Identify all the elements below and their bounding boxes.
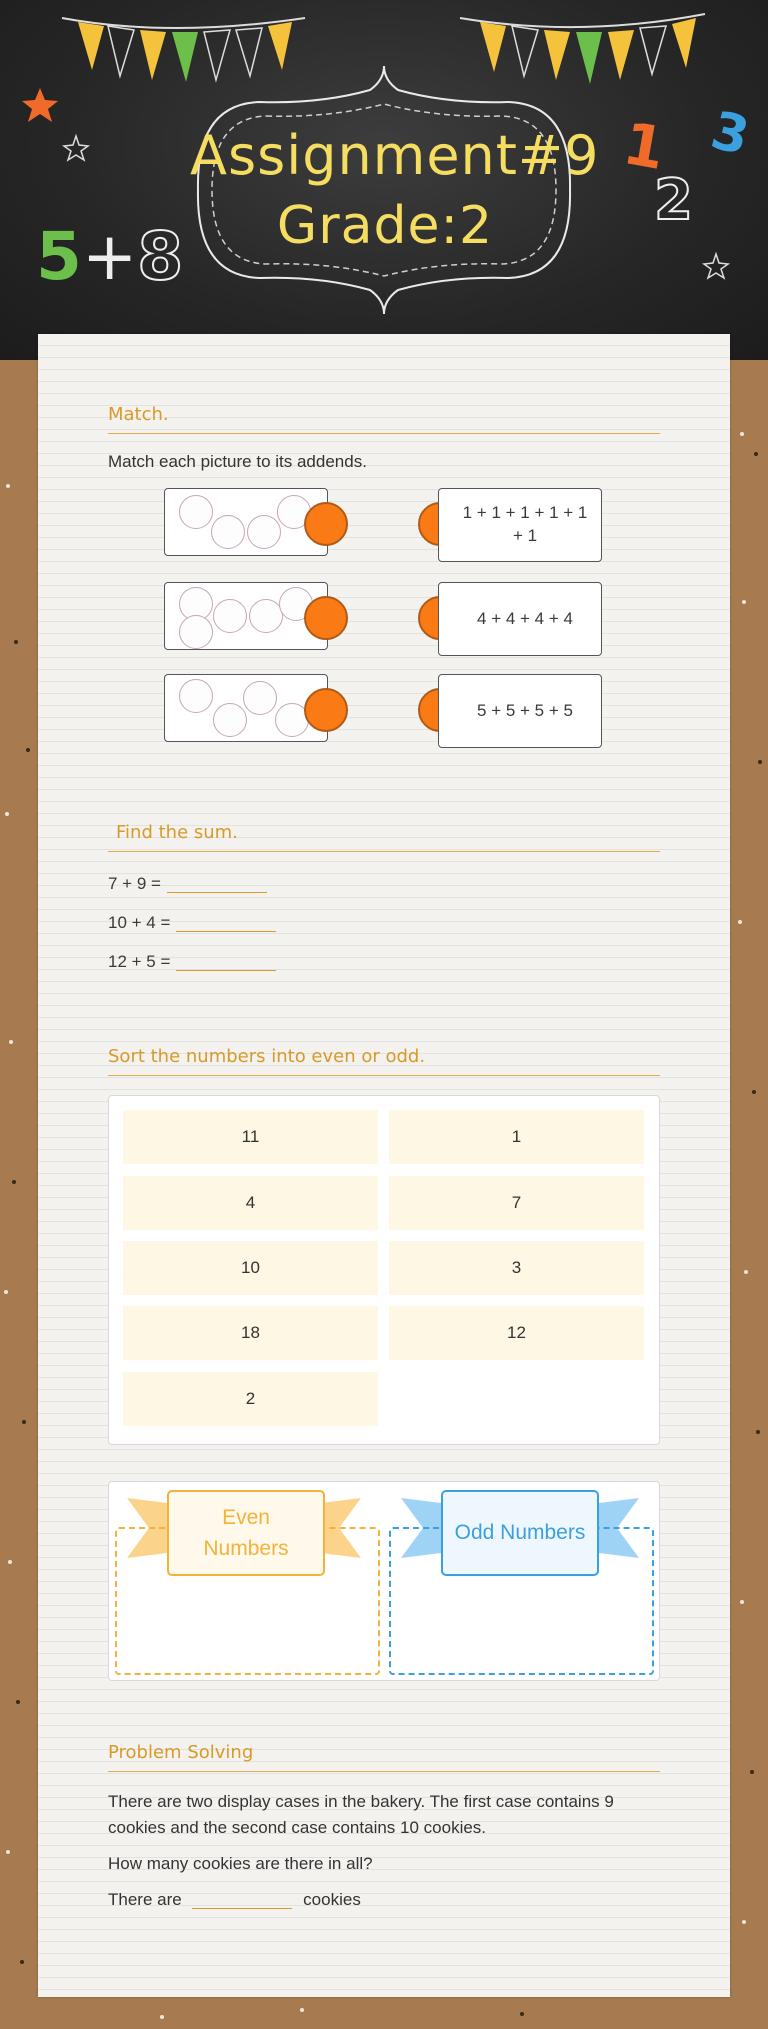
number-chip[interactable]: 2 bbox=[123, 1372, 378, 1426]
match-connector-left[interactable] bbox=[304, 688, 348, 732]
problem-question: How many cookies are there in all? bbox=[108, 1854, 373, 1873]
cupcake-plate-icon bbox=[179, 679, 213, 713]
answer-row bbox=[108, 1887, 668, 1913]
match-addend[interactable]: 5 + 5 + 5 + 5 bbox=[438, 674, 602, 748]
cupcake-plate-icon bbox=[213, 703, 247, 737]
cookie-answer-blank[interactable] bbox=[192, 1893, 292, 1909]
leaf-plate-icon bbox=[211, 515, 245, 549]
problem-text: There are two display cases in the bakery. The first case contains 9 cookies and the second case contains 10 cookies. bbox=[108, 1792, 614, 1838]
chalk-plus: + bbox=[81, 218, 138, 295]
chalk-number: 8 bbox=[137, 218, 184, 295]
sum-problem bbox=[108, 952, 276, 972]
star-icon bbox=[22, 88, 58, 122]
number-chip[interactable]: 18 bbox=[123, 1306, 378, 1360]
chalk-number: 5 bbox=[36, 218, 82, 295]
answer-blank[interactable] bbox=[167, 877, 267, 893]
star-icon bbox=[704, 254, 728, 278]
number-chip[interactable]: 4 bbox=[123, 1176, 378, 1230]
sum-section-title: Find the sum. bbox=[108, 822, 660, 852]
sum-expression: 10 + 4 = bbox=[108, 913, 171, 932]
number-chip[interactable]: 7 bbox=[389, 1176, 644, 1230]
flower-plate-icon bbox=[179, 615, 213, 649]
worksheet-paper bbox=[38, 334, 730, 1997]
problem-section-title: Problem Solving bbox=[108, 1742, 660, 1772]
grade-title: Grade:2 bbox=[276, 196, 494, 256]
flower-plate-icon bbox=[249, 599, 283, 633]
chalk-digit: 3 bbox=[705, 100, 755, 168]
match-addend[interactable]: 4 + 4 + 4 + 4 bbox=[438, 582, 602, 656]
title-plaque-frame bbox=[198, 66, 570, 314]
match-connector-left[interactable] bbox=[304, 502, 348, 546]
sum-problem bbox=[108, 913, 276, 933]
match-addend[interactable]: 1 + 1 + 1 + 1 + 1 + 1 bbox=[438, 488, 602, 562]
answer-blank[interactable] bbox=[176, 955, 276, 971]
bunting-right-icon bbox=[460, 14, 705, 84]
flower-plate-icon bbox=[213, 599, 247, 633]
sum-expression: 12 + 5 = bbox=[108, 952, 171, 971]
leaf-plate-icon bbox=[179, 495, 213, 529]
sort-section-title: Sort the numbers into even or odd. bbox=[108, 1046, 660, 1076]
answer-prefix: There are bbox=[108, 1890, 182, 1909]
answer-suffix: cookies bbox=[303, 1890, 361, 1909]
odd-numbers-label: Odd Numbers bbox=[441, 1490, 599, 1576]
chalk-digit: 1 bbox=[618, 109, 670, 183]
number-chip[interactable]: 11 bbox=[123, 1110, 378, 1164]
bunting-left-icon bbox=[62, 18, 305, 82]
number-chip[interactable]: 3 bbox=[389, 1241, 644, 1295]
sort-bins bbox=[108, 1481, 660, 1681]
cupcake-plate-icon bbox=[243, 681, 277, 715]
answer-blank[interactable] bbox=[176, 916, 276, 932]
sum-expression: 7 + 9 = bbox=[108, 874, 161, 893]
sort-number-bank bbox=[108, 1095, 660, 1445]
chalk-equation bbox=[36, 218, 183, 295]
chalkboard-header bbox=[0, 0, 768, 360]
leaf-plate-icon bbox=[247, 515, 281, 549]
chalk-digit: 2 bbox=[654, 168, 693, 233]
sum-problem bbox=[108, 874, 267, 894]
even-numbers-label: Even Numbers bbox=[167, 1490, 325, 1576]
star-icon bbox=[64, 136, 88, 160]
match-section-title: Match. bbox=[108, 404, 660, 434]
number-chip[interactable]: 12 bbox=[389, 1306, 644, 1360]
number-chip[interactable]: 1 bbox=[389, 1110, 644, 1164]
match-connector-left[interactable] bbox=[304, 596, 348, 640]
assignment-title: Assignment#9 bbox=[190, 124, 600, 187]
number-chip[interactable]: 10 bbox=[123, 1241, 378, 1295]
match-instruction: Match each picture to its addends. bbox=[108, 452, 367, 471]
